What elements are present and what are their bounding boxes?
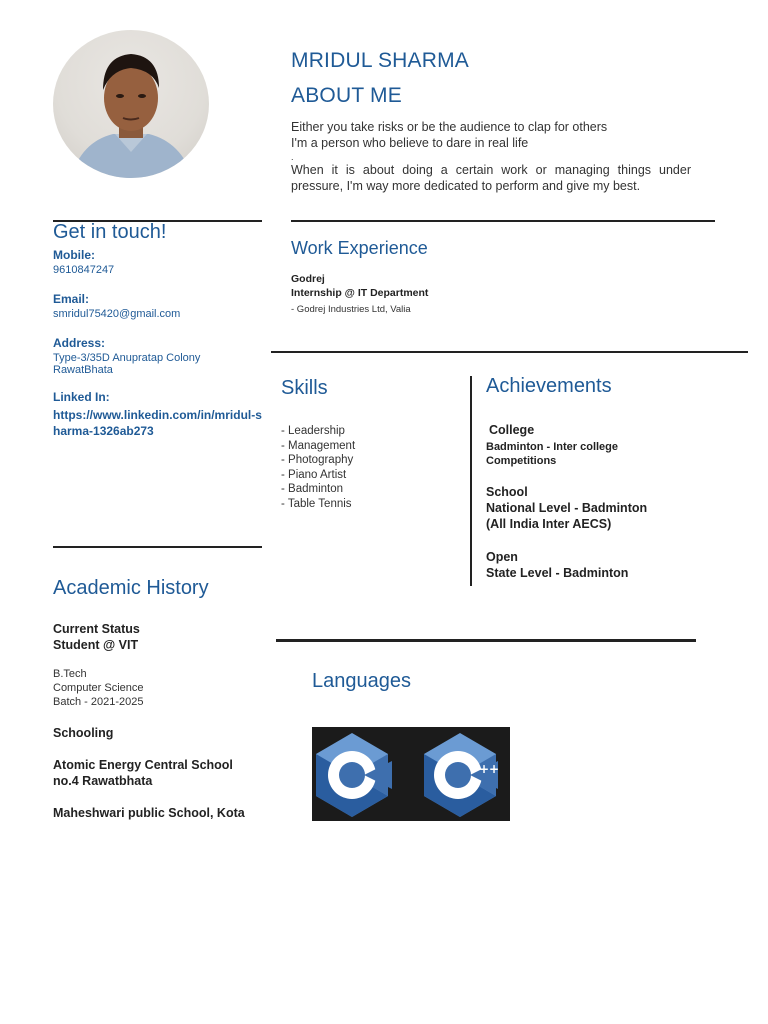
achievements-heading: Achievements [486,375,612,397]
skills-list [281,424,355,511]
vertical-divider [470,376,472,586]
achievement-school-label: School [486,485,528,499]
contact-block [53,248,265,439]
work-heading: Work Experience [291,238,428,258]
skill-item: - Management [281,439,356,452]
full-name: MRIDUL SHARMA [291,49,470,72]
address-line: RawatBhata [53,364,113,376]
divider [271,351,748,353]
achievement-college-label: College [489,423,535,437]
about-line: Either you take risks or be the audience to clap for others [291,120,608,134]
status-value: Student @ VIT [53,638,139,652]
work-detail: - Godrej Industries Ltd, Valia [291,304,411,315]
languages-heading: Languages [312,670,411,692]
contact-heading: Get in touch! [53,221,167,243]
cpp-label: ++ [479,762,500,776]
academic-block [53,621,273,821]
branch: Computer Science [53,682,144,694]
email-link[interactable]: smridul75420@gmail.com [53,308,181,320]
skills-heading: Skills [281,377,328,399]
achievements-block [486,422,716,581]
linkedin-link[interactable]: https://www.linkedin.com/in/mridul-sharma-1326ab273 [53,408,262,438]
achievement-line: Competitions [486,455,557,467]
skill-item: - Piano Artist [281,468,347,481]
address-line: Type-3/35D Anupratap Colony [53,352,201,364]
about-line: . [291,152,294,162]
divider [276,639,696,642]
c-language-icon [316,733,392,817]
achievement-line: (All India Inter AECS) [486,517,612,531]
about-heading: ABOUT ME [291,84,402,107]
language-logos-svg [312,727,510,821]
skill-item: - Photography [281,454,354,466]
achievement-line: State Level - Badminton [486,566,629,580]
batch: Batch - 2021-2025 [53,696,144,708]
divider [291,220,715,222]
school-line: Atomic Energy Central School [53,758,233,772]
degree: B.Tech [53,668,87,680]
skill-item: - Leadership [281,425,345,437]
email-label: Email: [53,292,90,306]
profile-photo [53,30,209,178]
about-line: When it is about doing a certain work or managing things under pressure, I'm way more dedicated to perform and give my best. [291,163,691,193]
work-role: Internship @ IT Department [291,287,429,299]
work-company: Godrej [291,273,325,285]
language-logos [312,727,510,821]
academic-heading: Academic History [53,577,209,599]
skill-item: - Badminton [281,483,344,495]
achievement-line: Badminton - Inter college [486,441,619,453]
achievement-line: National Level - Badminton [486,501,648,515]
work-block [291,272,428,317]
status-label: Current Status [53,622,140,636]
school-line: no.4 Rawatbhata [53,774,153,788]
address-label: Address: [53,336,106,350]
schooling-label: Schooling [53,726,114,740]
about-line: I'm a person who believe to dare in real life [291,135,529,150]
divider [53,546,262,548]
linkedin-label: Linked In: [53,390,110,404]
mobile-label: Mobile: [53,248,95,262]
cpp-language-icon [424,733,499,817]
person-photo-icon [53,30,209,178]
mobile-value: 9610847247 [53,264,115,276]
achievement-open-label: Open [486,550,518,564]
school-line: Maheshwari public School, Kota [53,806,245,820]
skill-item: - Table Tennis [281,497,352,510]
about-text [291,120,691,194]
